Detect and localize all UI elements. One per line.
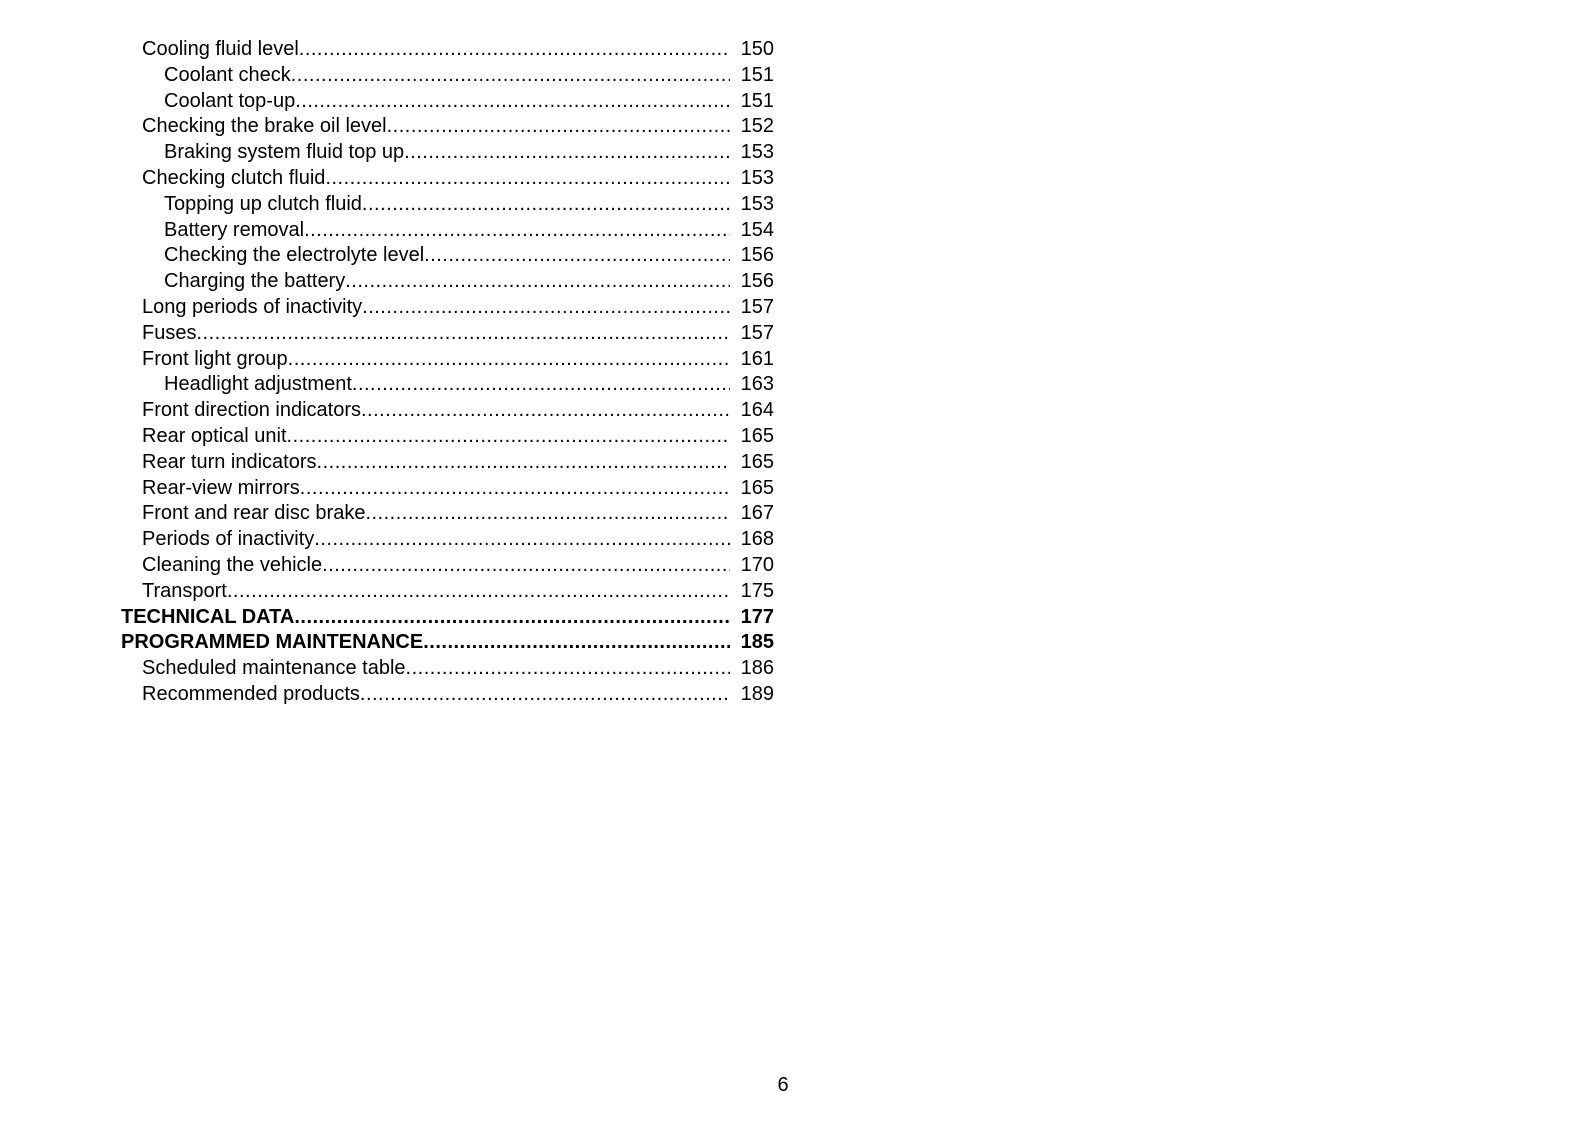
toc-entry[interactable] [121,476,774,502]
toc-entry-page: 154 [740,218,774,241]
toc-entry-page: 150 [740,38,774,60]
toc-entry-title: Front and rear disc brake [142,502,366,525]
toc-entry[interactable] [121,630,774,656]
toc-dot-leader [361,398,730,424]
toc-entry-page: 165 [740,450,774,473]
toc-entry-title: Checking the electrolyte level [164,244,425,267]
toc-entry-page: 153 [740,192,774,215]
toc-entry[interactable] [121,424,774,450]
toc-entry-title: Checking the brake oil level [142,115,387,138]
toc-entry[interactable] [121,37,774,63]
toc-entry-page: 167 [740,502,774,525]
toc-entry-title: PROGRAMMED MAINTENANCE [121,631,424,654]
toc-entry[interactable] [121,114,774,140]
toc-entry-page: 163 [740,373,774,396]
toc-dot-leader [314,527,730,553]
toc-entry-page: 165 [740,424,774,447]
toc-entry[interactable] [121,372,774,398]
toc-dot-leader [424,243,730,269]
toc-dot-leader [365,501,730,527]
toc-entry-title: Scheduled maintenance table [142,657,406,680]
toc-entry-page: 168 [740,528,774,551]
toc-dot-leader [406,656,730,682]
toc-entry[interactable] [121,63,774,89]
toc-entry-page: 177 [740,605,774,628]
toc-entry-page: 189 [740,682,774,705]
toc-dot-leader [345,269,730,295]
toc-entry[interactable] [121,579,774,605]
toc-entry-page: 156 [740,270,774,293]
toc-entry-page: 185 [740,631,774,654]
toc-dot-leader [362,295,730,321]
toc-entry-title: TECHNICAL DATA [121,605,295,628]
toc-entry[interactable] [121,527,774,553]
toc-dot-leader [317,450,730,476]
toc-dot-leader [227,579,730,605]
toc-dot-leader [352,372,730,398]
toc-entry-title: Topping up clutch fluid [164,192,362,215]
toc-entry[interactable] [121,450,774,476]
toc-entry-title: Transport [142,579,227,602]
toc-entry-title: Cleaning the vehicle [142,553,323,576]
toc-dot-leader [322,553,730,579]
toc-dot-leader [387,114,730,140]
toc-entry[interactable] [121,656,774,682]
toc-dot-leader [304,218,730,244]
toc-entry-page: 186 [740,657,774,680]
toc-entry-page: 151 [740,89,774,112]
toc-entry-page: 156 [740,244,774,267]
toc-entry-page: 151 [740,63,774,86]
toc-entry-title: Front light group [142,347,288,370]
toc-entry-title: Recommended products [142,682,360,705]
toc-entry-title: Rear optical unit [142,424,287,447]
toc-entry[interactable] [121,347,774,373]
toc-dot-leader [196,321,730,347]
toc-dot-leader [299,37,730,63]
toc-entry[interactable] [121,218,774,244]
toc-entry-page: 152 [740,115,774,138]
toc-entry-title: Rear turn indicators [142,450,317,473]
toc-entry[interactable] [121,295,774,321]
toc-entry[interactable] [121,166,774,192]
toc-entry[interactable] [121,501,774,527]
toc-entry-title: Battery removal [164,218,305,241]
toc-entry-title: Periods of inactivity [142,528,315,551]
toc-entry-title: Checking clutch fluid [142,166,326,189]
toc-dot-leader [423,630,730,656]
toc-entry[interactable] [121,553,774,579]
toc-entry-title: Cooling fluid level [142,38,299,60]
toc-entry[interactable] [121,243,774,269]
toc-entry-title: Long periods of inactivity [142,295,363,318]
toc-entry-page: 157 [740,295,774,318]
toc-entry-title: Headlight adjustment [164,373,352,396]
toc-dot-leader [360,682,730,708]
toc-dot-leader [362,192,730,218]
toc-dot-leader [300,476,730,502]
toc-entry-title: Fuses [142,321,197,344]
toc-entry-page: 165 [740,476,774,499]
toc-entry-title: Coolant check [164,63,291,86]
toc-dot-leader [295,89,730,115]
toc-entry-title: Coolant top-up [164,89,296,112]
toc-dot-leader [288,347,730,373]
toc-entry-page: 175 [740,579,774,602]
toc-entry-title: Braking system fluid top up [164,141,405,164]
toc-entry-title: Charging the battery [164,270,346,293]
toc-dot-leader [404,140,730,166]
toc-entry-page: 153 [740,166,774,189]
toc-entry-page: 170 [740,553,774,576]
toc-entry-page: 164 [740,399,774,422]
toc-dot-leader [294,605,730,631]
table-of-contents [121,37,774,708]
toc-entry[interactable] [121,89,774,115]
toc-entry-page: 157 [740,321,774,344]
toc-entry[interactable] [121,192,774,218]
toc-entry-title: Rear-view mirrors [142,476,300,499]
toc-entry-page: 161 [740,347,774,370]
toc-entry-page: 153 [740,141,774,164]
toc-entry[interactable] [121,682,774,708]
toc-entry-title: Front direction indicators [142,399,361,422]
toc-dot-leader [325,166,730,192]
page-number: 6 [777,1074,789,1096]
toc-entry[interactable] [121,140,774,166]
toc-entry[interactable] [121,269,774,295]
toc-entry[interactable] [121,398,774,424]
toc-dot-leader [291,63,730,89]
toc-dot-leader [287,424,730,450]
toc-entry[interactable] [121,605,774,631]
toc-entry[interactable] [121,321,774,347]
